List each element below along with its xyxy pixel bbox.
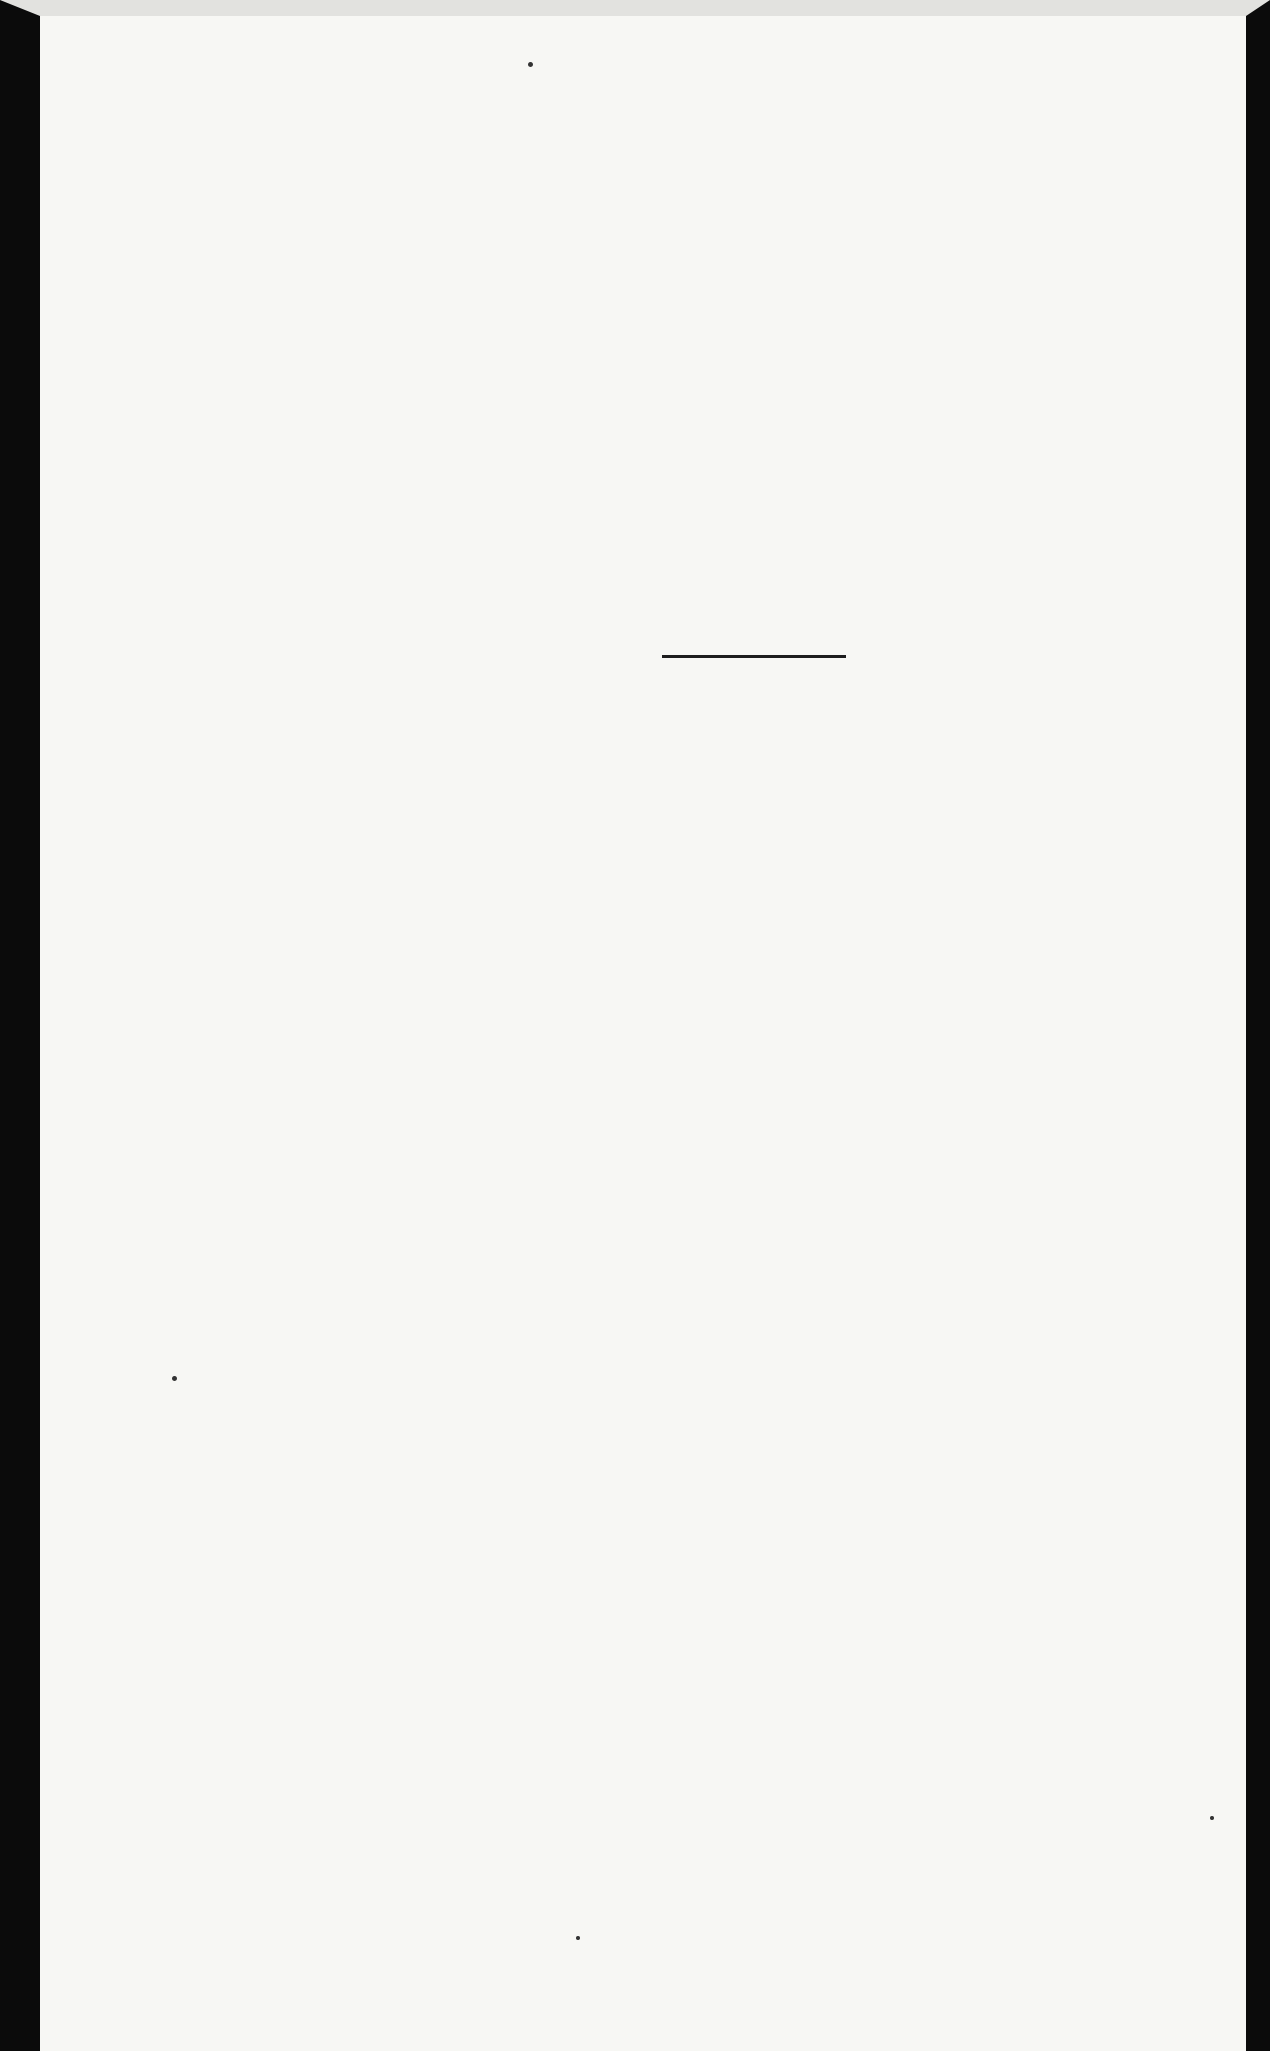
paper-speck [172, 1376, 177, 1381]
running-head [252, 134, 1212, 184]
paper-speck [528, 62, 533, 67]
paper-speck [1210, 1816, 1214, 1820]
paper-speck [576, 1936, 580, 1940]
section-divider [662, 655, 846, 658]
